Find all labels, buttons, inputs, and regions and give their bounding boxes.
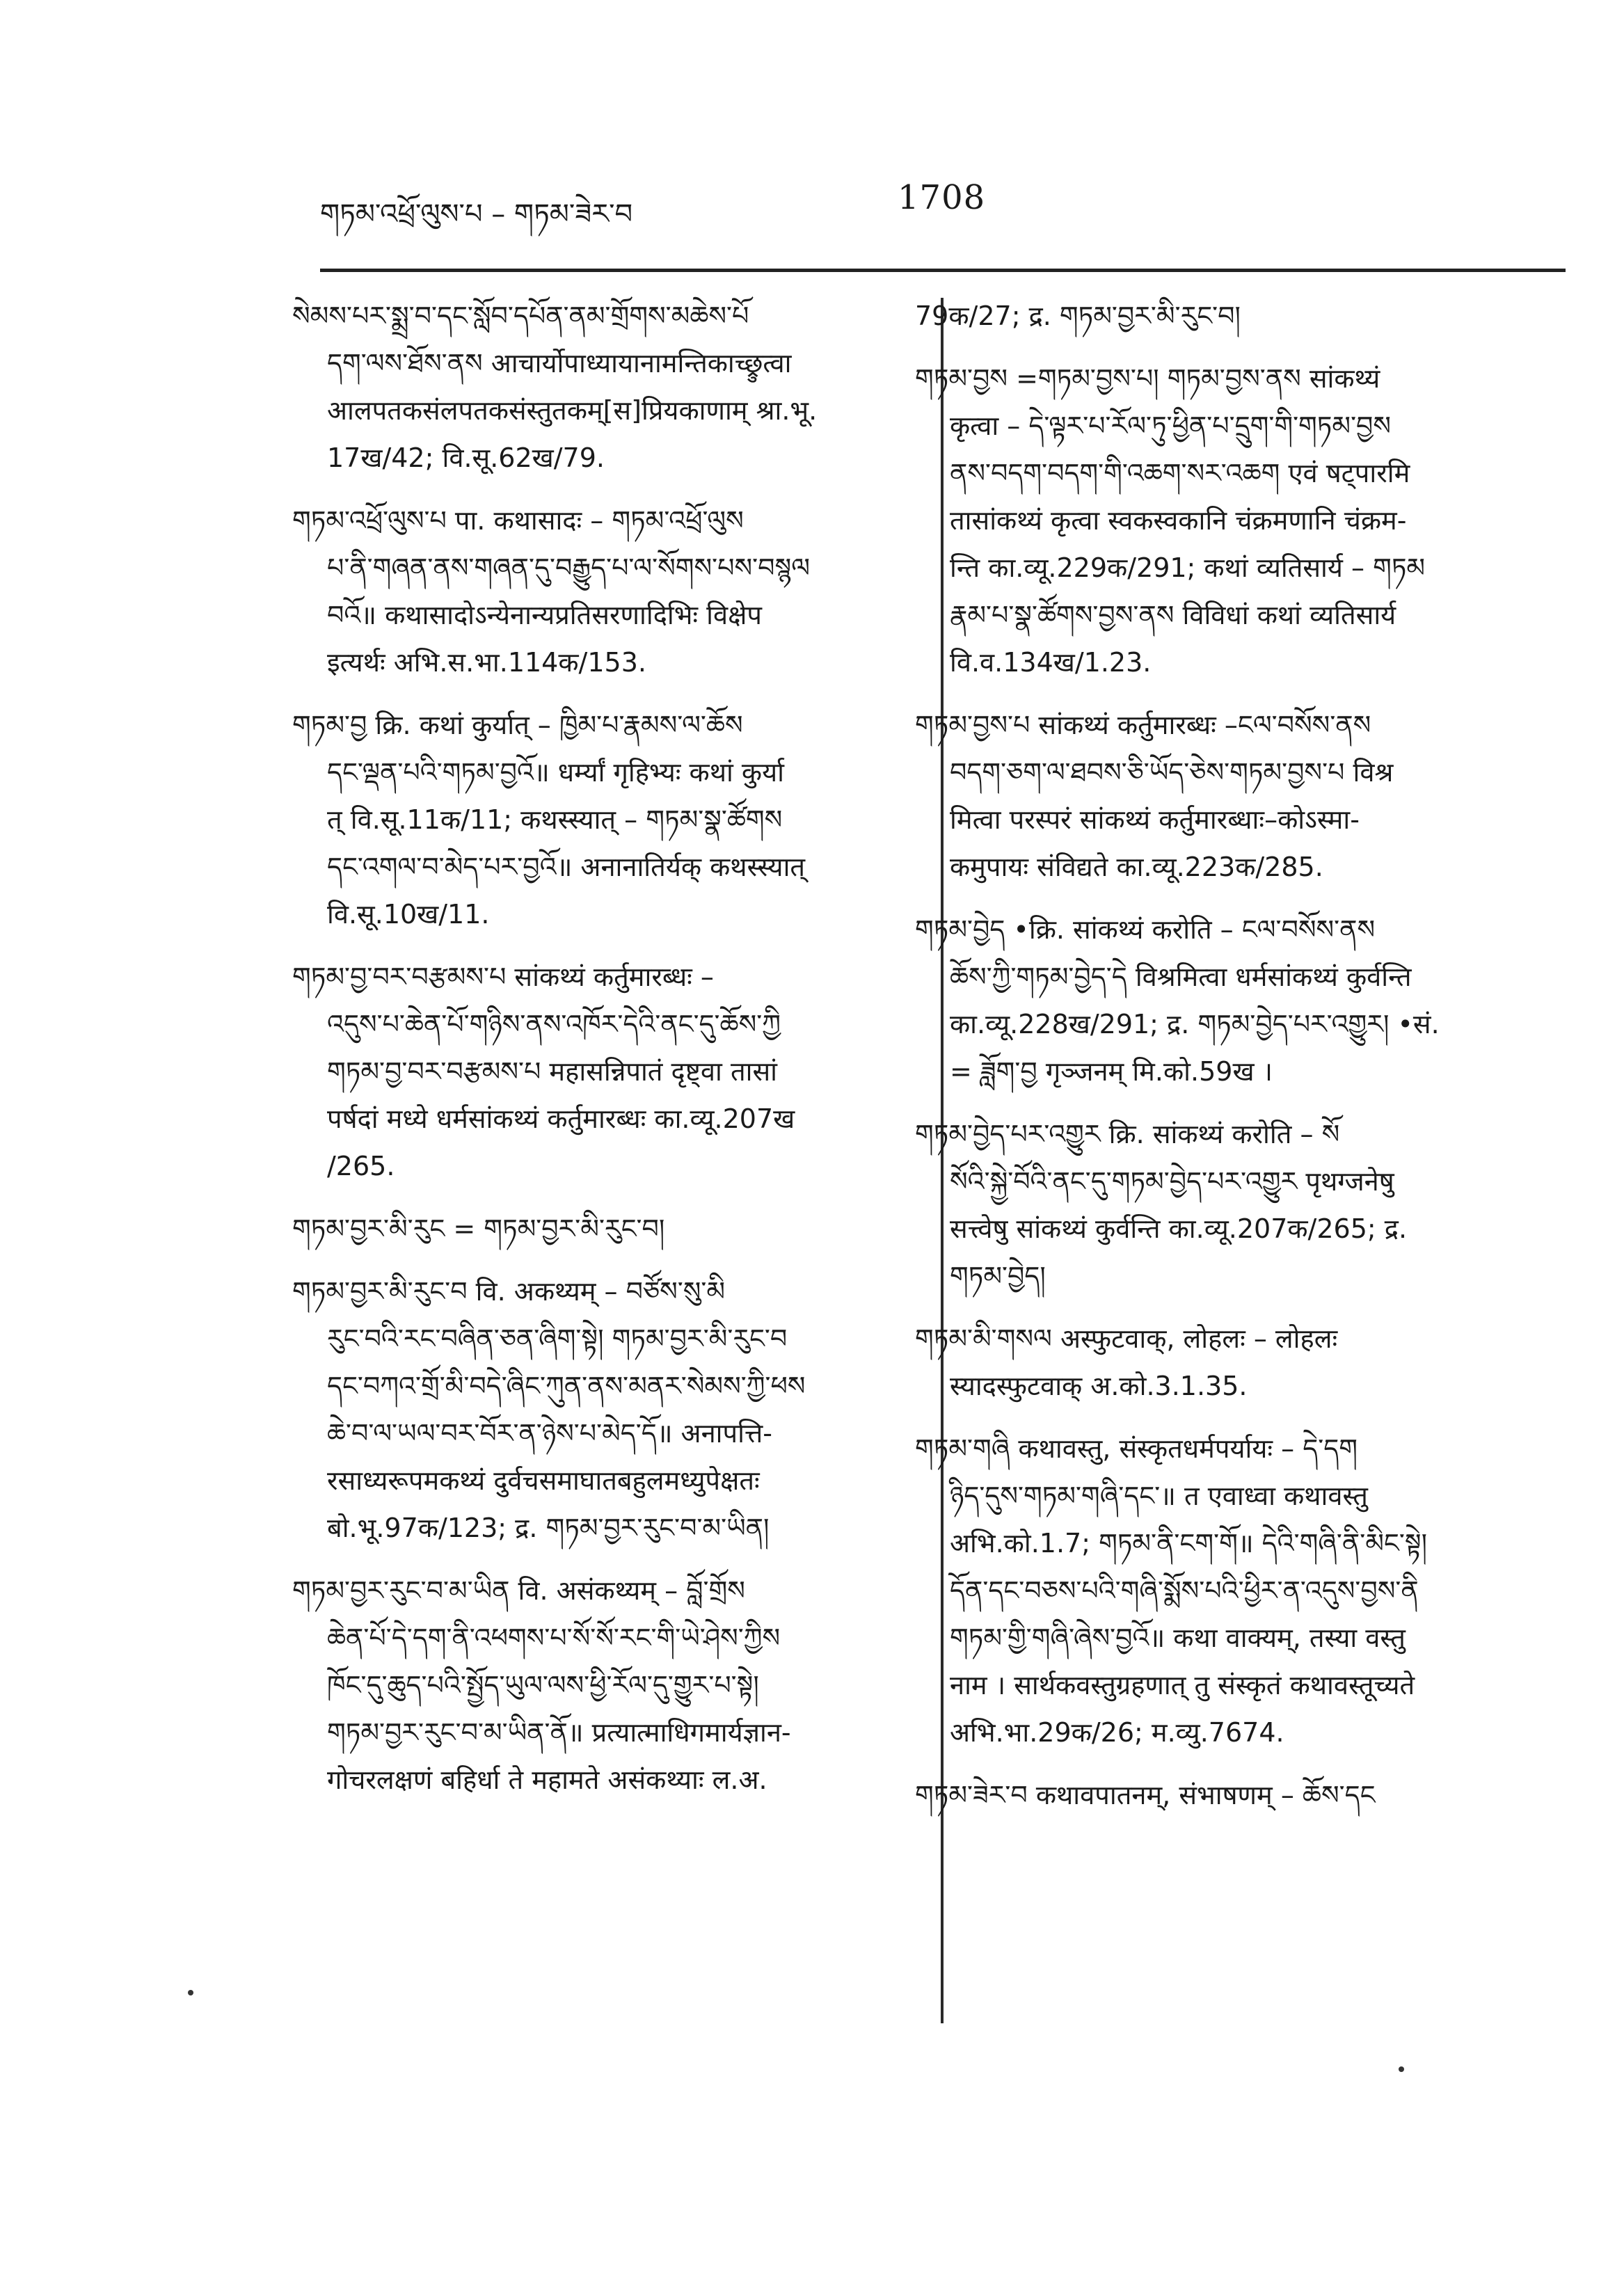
entry-line: रसाध्यरूपमकथ्यं दुर्वचसमाघातबहुलमध्युपेक्षतः bbox=[327, 1465, 760, 1496]
entry-line: 17ख/42; वि.सू.62ख/79. bbox=[327, 443, 605, 473]
dictionary-entry bbox=[915, 1315, 1527, 1410]
dictionary-entry bbox=[915, 701, 1527, 891]
entry-line: इत्यर्थः अभि.स.भा.114क/153. bbox=[327, 647, 646, 678]
page-header bbox=[320, 178, 1559, 245]
left-column bbox=[292, 292, 911, 1819]
entry-line: ཉིད་དུས་གཏམ་གཞི་དང་॥ त एवाध्वा कथावस्तु bbox=[950, 1481, 1368, 1511]
entry-line: पर्षदां मध्ये धर्मसांकथ्यं कर्तुमारब्धः का.व्यू.207ख bbox=[327, 1103, 795, 1134]
entry-line: གཏམ་གྱི་གཞི་ཞེས་བྱའོ॥ कथा वाक्यम्, तस्या वस्तु bbox=[950, 1623, 1406, 1653]
entry-line: ཆེན་པོ་དེ་དག་ནི་འཕགས་པ་སོ་སོ་རང་གི་ཡེ་ཤེས་ཀྱིས bbox=[327, 1623, 781, 1653]
dictionary-entry bbox=[915, 355, 1527, 686]
entry-line: कमुपायः संविद्यते का.व्यू.223क/285. bbox=[950, 852, 1323, 882]
dictionary-entry bbox=[292, 1268, 911, 1552]
dictionary-entry bbox=[292, 1205, 911, 1252]
entry-line: त् वि.सू.11क/11; कथस्स्यात् – གཏམ་སྣ་ཚོགས bbox=[327, 804, 783, 835]
header-rule bbox=[320, 269, 1566, 272]
dictionary-entry bbox=[292, 953, 911, 1190]
entry-headline: གཏམ་བྱ་བར་བརྩམས་པ सांकथ्यं कर्तुमारब्धः – bbox=[292, 962, 714, 992]
entry-line: वि.सू.10ख/11. bbox=[327, 899, 490, 930]
entry-headline: གཏམ་བྱར་རུང་བ་མ་ཡིན वि. असंकथ्यम् – བློ་གྲོས bbox=[292, 1575, 745, 1606]
entry-line: བའོ॥ कथासादोऽन्येनान्यप्रतिसरणादिभिः विक्षेप bbox=[327, 600, 762, 630]
dictionary-entry bbox=[292, 292, 911, 481]
dictionary-entry bbox=[915, 1771, 1527, 1819]
entry-line: = ཟློག་བྱ गृञ्जनम् मि.को.59ख । bbox=[950, 1056, 1273, 1087]
entry-headline: གཏམ་མི་གསལ अस्फुटवाक्, लोहलः – लोहलः bbox=[915, 1323, 1338, 1354]
page-number: 1708 bbox=[898, 178, 986, 217]
entry-line: बो.भू.97क/123; द्र. གཏམ་བྱར་རུང་བ་མ་ཡིན། bbox=[327, 1513, 770, 1543]
entry-headline: གཏམ་བྱེད •क्रि. सांकथ्यं करोति – ངལ་བསོས་ནས bbox=[915, 914, 1376, 945]
entry-headline: སེམས་པར་སྨྲ་བ་དང་སློབ་དཔོན་ནམ་གྲོགས་མཆེས་པོ bbox=[292, 301, 749, 331]
entry-line: ནས་བདག་བདག་གི་འཆག་སར་འཆག एवं षट्पारमि bbox=[950, 458, 1410, 488]
entry-line: मित्वा परस्परं सांकथ्यं कर्तुमारब्धाः–कोऽस्मा- bbox=[950, 804, 1360, 835]
scan-speck bbox=[188, 1990, 193, 1995]
entry-line: དོན་དང་བཅས་པའི་གཞི་སྨོས་པའི་ཕྱིར་ན་འདུས་བྱས་ནི bbox=[950, 1575, 1419, 1606]
dictionary-entry bbox=[292, 701, 911, 938]
entry-headline: གཏམ་ཟེར་བ कथावपातनम्, संभाषणम् – ཆོས་དང bbox=[915, 1780, 1376, 1810]
entry-headline: གཏམ་བྱས་པ सांकथ्यं कर्तुमारब्धः –ངལ་བསོས་ནས bbox=[915, 710, 1371, 740]
entry-line: རྣམ་པ་སྣ་ཚོགས་བྱས་ནས विविधां कथां व्यतिसार्य bbox=[950, 600, 1396, 630]
scan-speck bbox=[1399, 2066, 1404, 2072]
entry-line: རུང་བའི་རང་བཞིན་ཅན་ཞིག་སྟེ། གཏམ་བྱར་མི་རུང་བ bbox=[327, 1323, 788, 1354]
dictionary-entry bbox=[292, 1567, 911, 1803]
entry-line: གཏམ་བྱ་བར་བརྩམས་པ महासन्निपातं दृष्ट्वा तासां bbox=[327, 1056, 777, 1087]
dictionary-entry bbox=[915, 906, 1527, 1095]
entry-line: ཆོས་ཀྱི་གཏམ་བྱེད་དེ विश्रमित्वा धर्मसांकथ्यं कुर्वन्ति bbox=[950, 962, 1412, 992]
entry-line: དང་ལྡན་པའི་གཏམ་བྱའོ॥ धर्म्यां गृहिभ्यः कथां कुर्या bbox=[327, 757, 784, 788]
dictionary-entry bbox=[915, 292, 1527, 340]
entry-line: अभि.को.1.7; གཏམ་ནི་ངག་གོ॥ དེའི་གཞི་ནི་མིང་སྟེ། bbox=[950, 1528, 1428, 1559]
entry-line: དང་འགལ་བ་མེད་པར་བྱའོ॥ अनानातिर्यक् कथस्स्यात् bbox=[327, 852, 806, 882]
entry-headline: གཏམ་བྱར་མི་རུང = གཏམ་བྱར་མི་རུང་བ། bbox=[292, 1213, 665, 1244]
entry-line: गोचरलक्षणं बहिर्धा ते महामते असंकथ्याः ल.अ. bbox=[327, 1764, 767, 1795]
entry-line: न्ति का.व्यू.229क/291; कथां व्यतिसार्य – གཏམ bbox=[950, 552, 1426, 583]
entry-line: अभि.भा.29क/26; म.व्यु.7674. bbox=[950, 1717, 1284, 1748]
entry-headline: 79क/27; द्र. གཏམ་བྱར་མི་རུང་བ། bbox=[915, 301, 1241, 331]
entry-line: सत्त्वेषु सांकथ्यं कुर्वन्ति का.व्यू.207क/265; द्र. bbox=[950, 1213, 1408, 1244]
entry-line: का.व्यू.228ख/291; द्र. གཏམ་བྱེད་པར་འགྱུར། •सं. bbox=[950, 1009, 1440, 1039]
entry-line: དང་བཀའ་གྲོ་མི་བདེ་ཞིང་ཀུན་ནས་མནར་སེམས་ཀྱི་ཕས bbox=[327, 1371, 806, 1401]
entry-line: སོའི་སྐྱེ་བོའི་ནང་དུ་གཏམ་བྱེད་པར་འགྱུར पृथग्जनेषु bbox=[950, 1166, 1394, 1197]
entry-line: तासांकथ्यं कृत्वा स्वकस्वकानि चंक्रमणानि चंक्रम- bbox=[950, 505, 1407, 536]
entry-line: གཏམ་བྱར་རུང་བ་མ་ཡིན་ནོ॥ प्रत्यात्माधिगमार्यज्ञान- bbox=[327, 1717, 791, 1748]
entry-line: नाम । सार्थकवस्तुग्रहणात् तु संस्कृतं कथावस्तूच्यते bbox=[950, 1670, 1415, 1700]
entry-headline: གཏམ་གཞི कथावस्तु, संस्कृतधर्मपर्यायः – དེ་དག bbox=[915, 1433, 1358, 1464]
entry-headline: གཏམ་བྱ क्रि. कथां कुर्यात् – ཁྱིམ་པ་རྣམས་ལ་ཆོས bbox=[292, 710, 743, 740]
running-head: གཏམ་འཕྲོ་ལུས་པ – གཏམ་ཟེར་བ bbox=[320, 198, 633, 230]
dictionary-entry bbox=[915, 1110, 1527, 1300]
dictionary-entry bbox=[292, 497, 911, 686]
entry-line: वि.व.134ख/1.23. bbox=[950, 647, 1152, 678]
entry-line: ཁོང་དུ་ཆུད་པའི་སྤྱོད་ཡུལ་ལས་ཕྱི་རོལ་དུ་གྱུར་པ་སྟེ། bbox=[327, 1670, 759, 1700]
entry-headline: གཏམ་འཕྲོ་ལུས་པ पा. कथासादः – གཏམ་འཕྲོ་ལུས bbox=[292, 505, 744, 536]
entry-headline: གཏམ་བྱས =གཏམ་བྱས་པ། གཏམ་བྱས་ནས सांकथ्यं bbox=[915, 363, 1380, 394]
entry-line: བདག་ཅག་ལ་ཐབས་ཅི་ཡོད་ཅེས་གཏམ་བྱས་པ विश्र bbox=[950, 757, 1394, 788]
entry-line: ཆེ་བ་ལ་ཡལ་བར་བོར་ན་ཉེས་པ་མེད་དོ॥ अनापत्ति- bbox=[327, 1418, 772, 1449]
entry-line: དག་ལས་ཐོས་ནས आचार्योपाध्यायानामन्तिकाच्छ्रुत्वा bbox=[327, 348, 792, 378]
dictionary-entry bbox=[915, 1425, 1527, 1756]
entry-line: གཏམ་བྱེད། bbox=[950, 1261, 1046, 1291]
entry-headline: གཏམ་བྱར་མི་རུང་བ वि. अकथ्यम् – བཙོས་སུ་མི bbox=[292, 1276, 726, 1307]
entry-line: /265. bbox=[327, 1151, 395, 1181]
entry-line: स्यादस्फुटवाक् अ.को.3.1.35. bbox=[950, 1371, 1248, 1401]
entry-line: कृत्वा – དེ་ལྟར་པ་རོལ་ཏུ་ཕྱིན་པ་དྲུག་གི་གཏམ་བྱས bbox=[950, 411, 1392, 441]
entry-line: པ་ནི་གཞན་ནས་གཞན་དུ་བརྒྱུད་པ་ལ་སོགས་པས་བསྙལ bbox=[327, 552, 811, 583]
entry-line: आलपतकसंलपतकसंस्तुतकम्[स]प्रियकाणाम् श्रा.भू. bbox=[327, 395, 818, 426]
right-column bbox=[915, 292, 1527, 1834]
entry-headline: གཏམ་བྱེད་པར་འགྱུར क्रि. सांकथ्यं करोति – སོ bbox=[915, 1119, 1340, 1149]
entry-line: འདུས་པ་ཆེན་པོ་གཉིས་ནས་འཁོར་དེའི་ནང་དུ་ཆོས་ཀྱི bbox=[327, 1009, 781, 1039]
